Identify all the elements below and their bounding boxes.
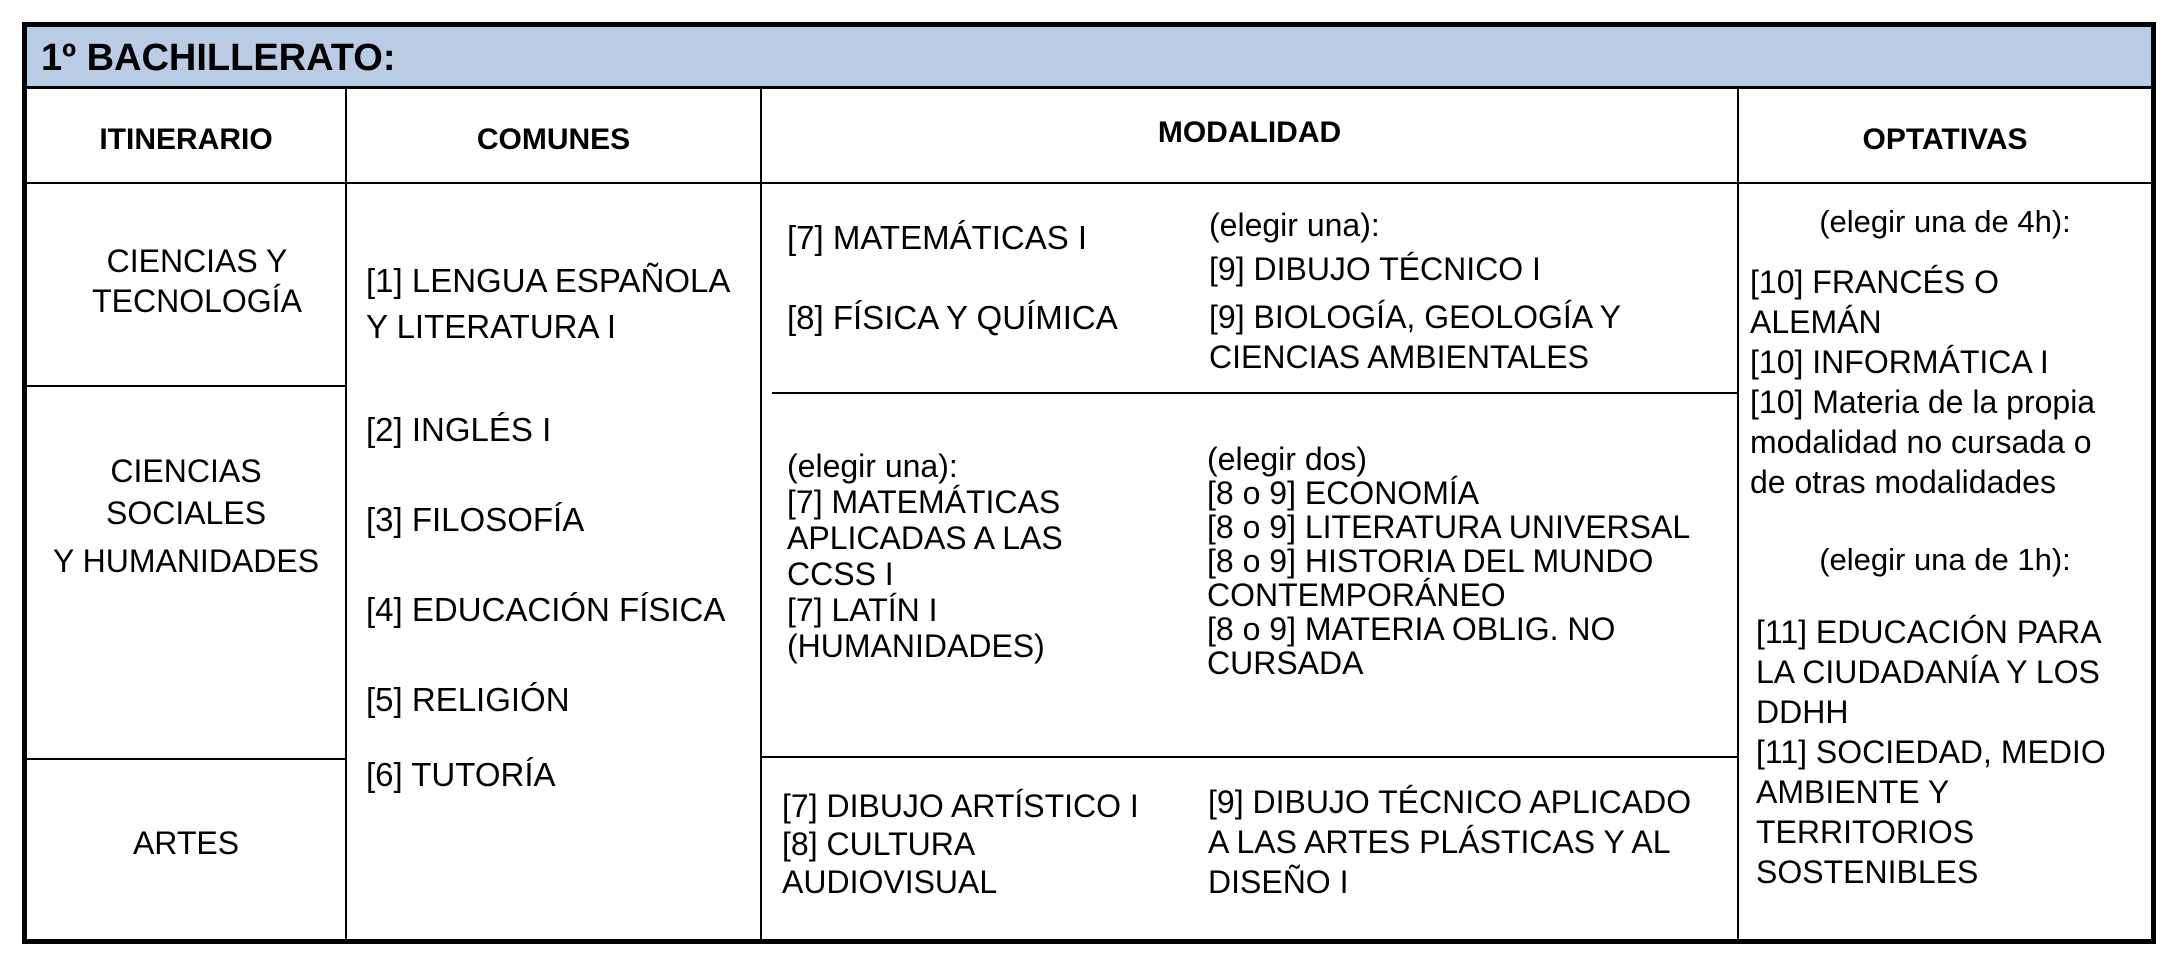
opt-group2: [11] EDUCACIÓN PARA LA CIUDADANÍA Y LOS DDHH [11] SOCIEDAD, MEDIO AMBIENTE Y TERRITORIOS SOSTENIBLES bbox=[1756, 614, 2106, 890]
mod-sociales-left: (elegir una): [7] MATEMÁTICAS APLICADAS A LAS CCSS I [7] LATÍN I (HUMANIDADES) bbox=[787, 448, 1063, 664]
modalidad-divider-1 bbox=[772, 392, 1737, 394]
header-comunes: COMUNES bbox=[476, 123, 631, 156]
col-divider-2 bbox=[760, 89, 762, 944]
itinerario-sociales: CIENCIAS SOCIALES Y HUMANIDADES bbox=[52, 453, 320, 579]
opt-group1: [10] FRANCÉS O ALEMÁN [10] INFORMÁTICA I [10] Materia de la propia modalidad no cursada o de otras modalidades bbox=[1750, 264, 2096, 500]
comun-ingles: [2] INGLÉS I bbox=[366, 411, 552, 448]
mod-ciencias-fyq: [8] FÍSICA Y QUÍMICA bbox=[787, 299, 1118, 336]
col-divider-1 bbox=[345, 89, 347, 944]
opt-group2-title: (elegir una de 1h): bbox=[1819, 542, 2071, 577]
comun-edfisica: [4] EDUCACIÓN FÍSICA bbox=[366, 591, 726, 628]
itinerario-divider-1 bbox=[27, 385, 345, 387]
itinerario-artes: ARTES bbox=[132, 825, 240, 861]
itinerario-divider-2 bbox=[27, 758, 345, 760]
comun-tutoria: [6] TUTORÍA bbox=[366, 756, 556, 793]
comun-lengua: [1] LENGUA ESPAÑOLA Y LITERATURA I bbox=[366, 262, 731, 345]
title-bar bbox=[27, 27, 2151, 89]
mod-ciencias-right: (elegir una): [9] DIBUJO TÉCNICO I [9] BIOLOGÍA, GEOLOGÍA Y CIENCIAS AMBIENTALES bbox=[1209, 207, 1622, 375]
header-optativas: OPTATIVAS bbox=[1862, 123, 2028, 156]
comun-religion: [5] RELIGIÓN bbox=[366, 681, 570, 718]
page-title: 1º BACHILLERATO: bbox=[41, 37, 396, 79]
modalidad-divider-2 bbox=[762, 756, 1737, 758]
comun-filosofia: [3] FILOSOFÍA bbox=[366, 501, 585, 538]
mod-artes-right: [9] DIBUJO TÉCNICO APLICADO A LAS ARTES PLÁSTICAS Y AL DISEÑO I bbox=[1208, 784, 1692, 900]
header-itinerario: ITINERARIO bbox=[99, 123, 273, 156]
mod-artes-left: [7] DIBUJO ARTÍSTICO I [8] CULTURA AUDIOVISUAL bbox=[782, 788, 1139, 900]
itinerario-ciencias: CIENCIAS Y TECNOLOGÍA bbox=[92, 243, 302, 319]
header-modalidad: MODALIDAD bbox=[1157, 116, 1342, 149]
mod-ciencias-mat: [7] MATEMÁTICAS I bbox=[787, 219, 1088, 256]
mod-sociales-right: (elegir dos) [8 o 9] ECONOMÍA [8 o 9] LITERATURA UNIVERSAL [8 o 9] HISTORIA DEL MUNDO CONTEMPORÁNEO [8 o 9] MATERIA OBLIG. NO CURSADA bbox=[1207, 441, 1691, 681]
opt-group1-title: (elegir una de 4h): bbox=[1819, 204, 2071, 239]
